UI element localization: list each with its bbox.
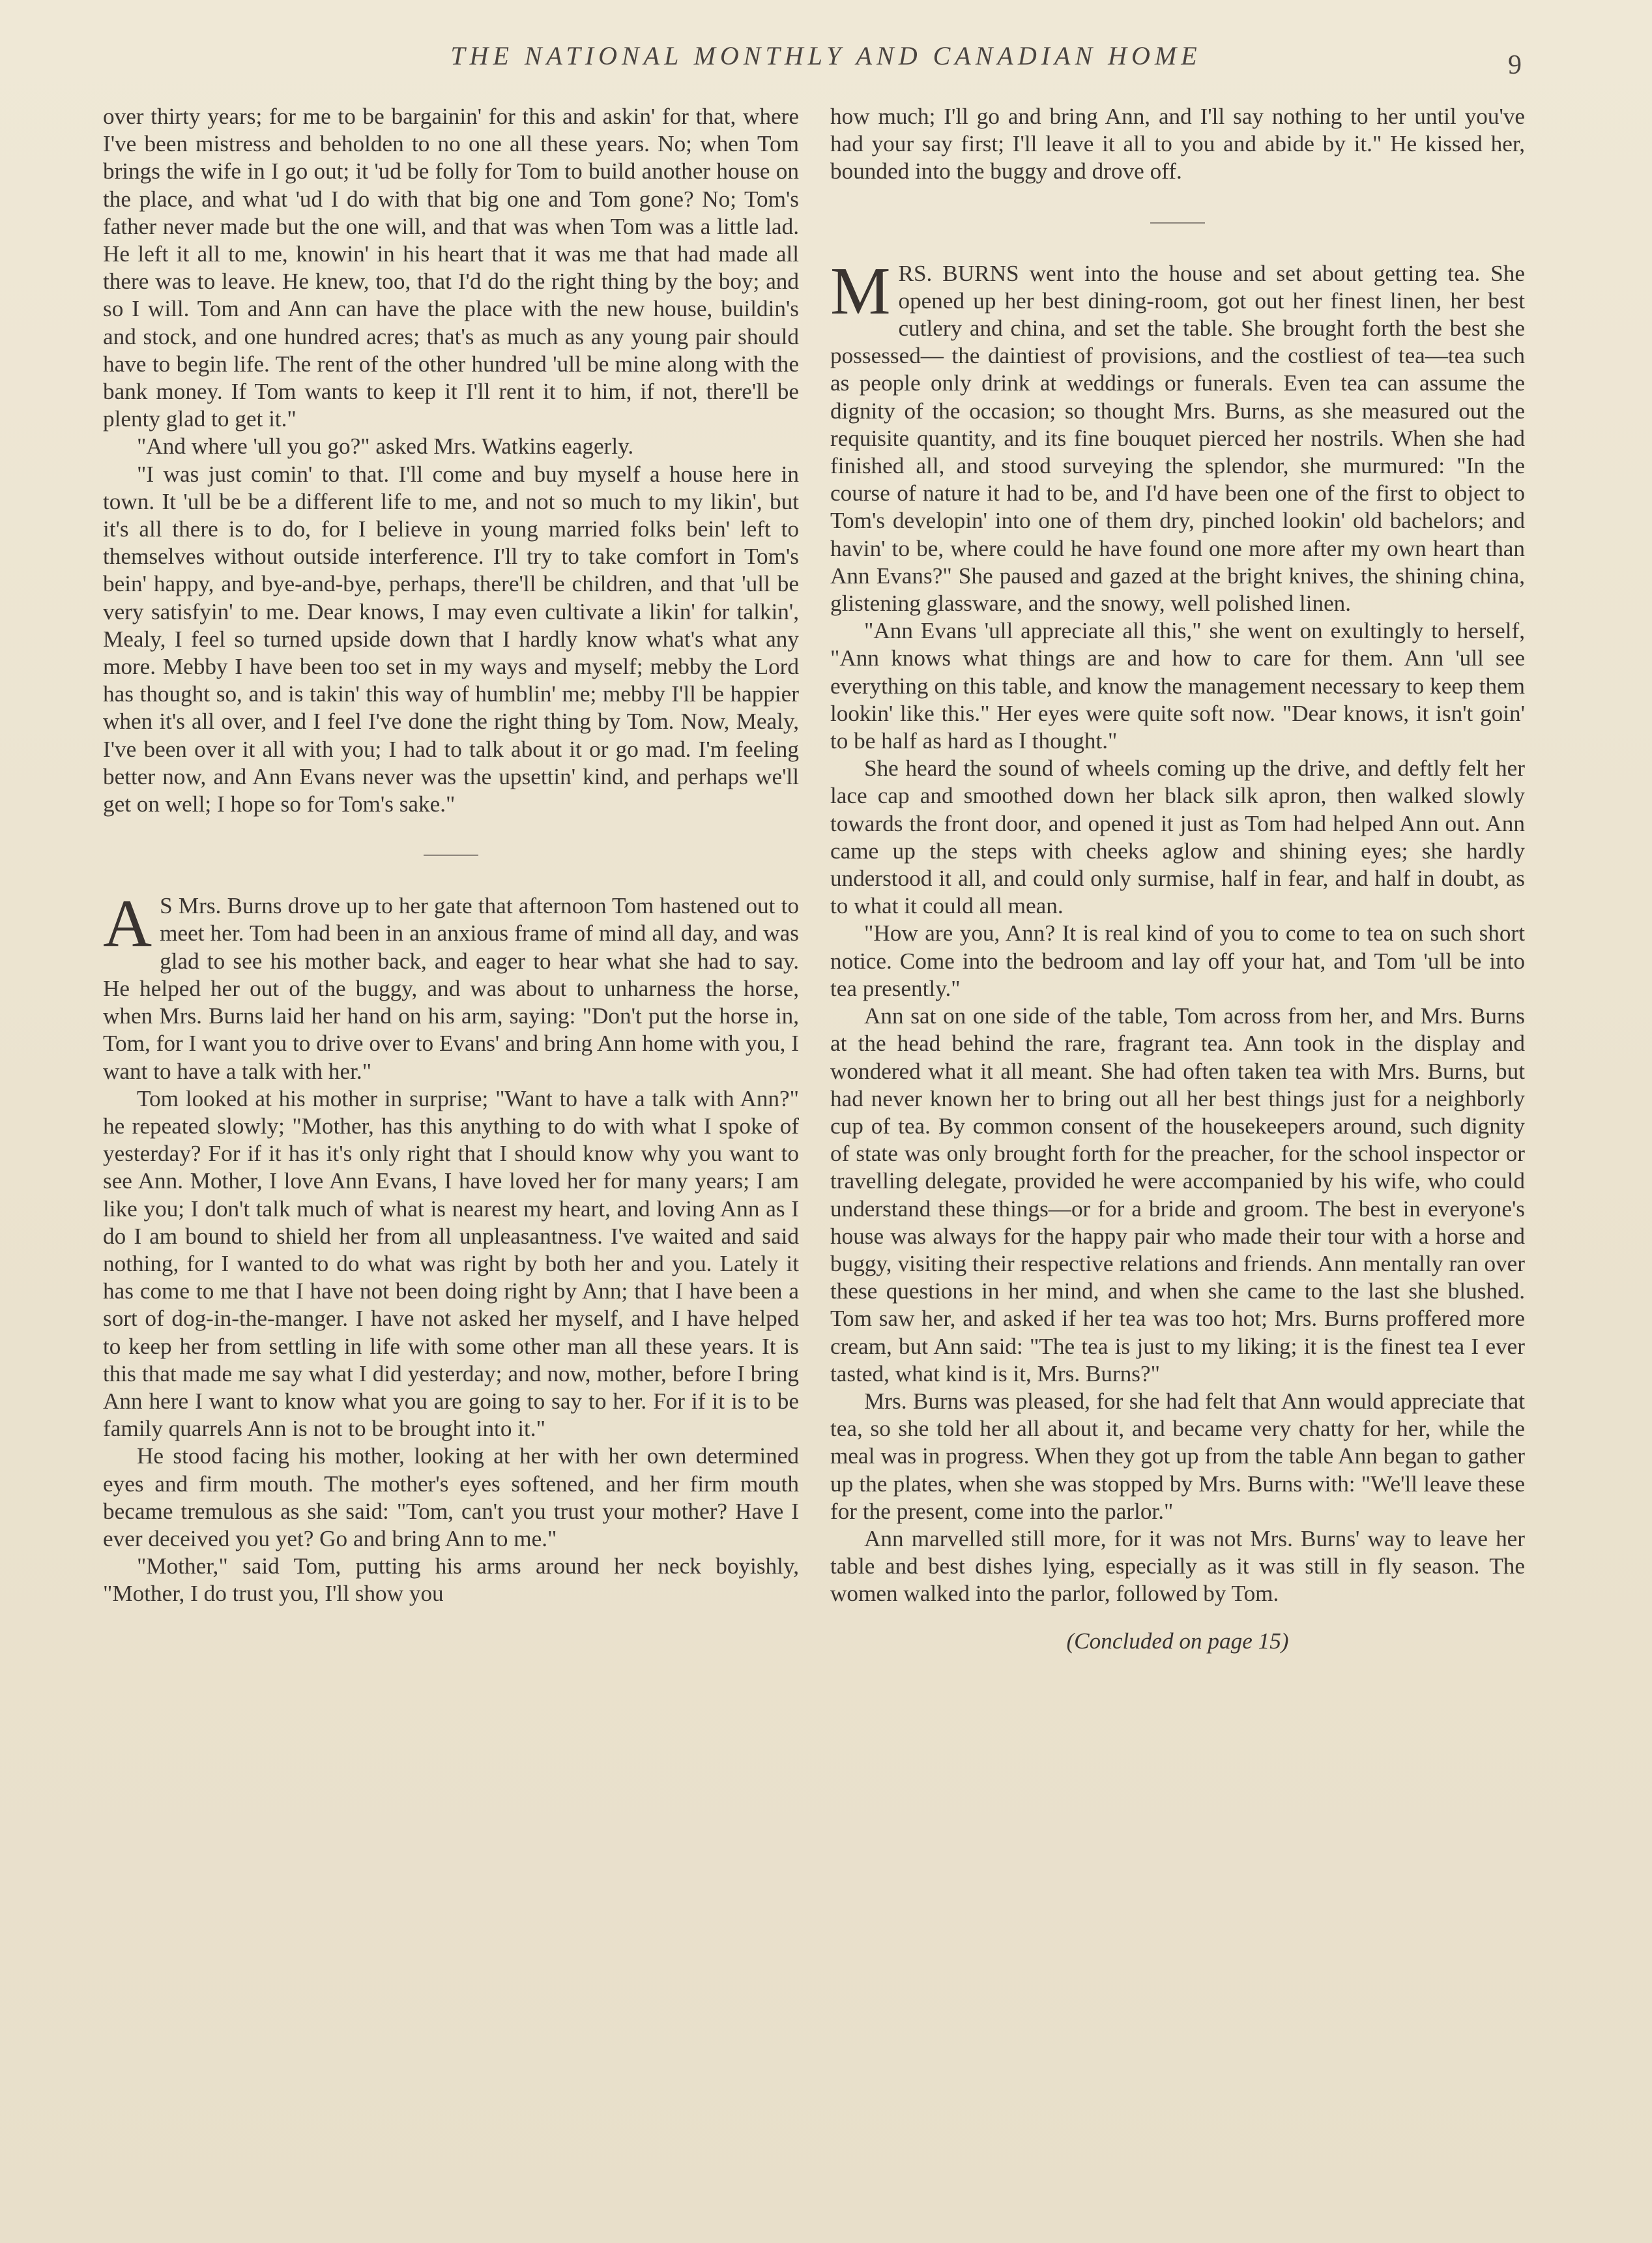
paragraph: Ann marvelled still more, for it was not Mrs. Burns' way to leave her table and best dishes lying, especially as it was still in fly season. The women walked into the parlor, followed by Tom. (830, 1525, 1525, 1607)
paragraph: Ann sat on one side of the table, Tom across from her, and Mrs. Burns at the head behind the rare, fragrant tea. Ann took in the display and wondered what it all meant. She had often taken tea with Mrs. Burns, but had never known her to bring out all her best things just for a neighborly cup of tea. By common consent of the housekeepers around, such dignity of state was only brought forth for the preacher, for the school inspector or travelling delegate, provided he were accompanied by his wife, who could understand these things—or for a bride and groom. The best in everyone's house was always for the happy pair who made their tour with a horse and buggy, visiting their respective relations and friends. Ann mentally ran over these questions in her mind, and when she came to the last she blushed. Tom saw her, and asked if her tea was too hot; Mrs. Burns proffered more cream, but Ann said: "The tea is just to my liking; it is the finest tea I ever tasted, what kind is it, Mrs. Burns?" (830, 1003, 1525, 1386)
paragraph: She heard the sound of wheels coming up the drive, and deftly felt her lace cap and smoothed down her black silk apron, then walked slowly towards the front door, and opened it just as Tom had helped Ann out. Ann came up the steps with cheeks aglow and shining eyes; she hardly understood it all, and could only surmise, half in fear, and half in doubt, as to what it could all mean. (830, 755, 1525, 919)
paragraph: how much; I'll go and bring Ann, and I'll say nothing to her until you've had your say first; I'll leave it all to you and abide by it." He kissed her, bounded into the buggy and drove off. (830, 104, 1525, 184)
continuation-note: (Concluded on page 15) (1066, 1628, 1289, 1654)
section-divider (1150, 222, 1205, 224)
paragraph: "Ann Evans 'ull appreciate all this," she went on exultingly to herself, "Ann knows what things are and how to care for them. Ann 'ull see everything on this table, and know the management necessary to keep them lookin' like this." Her eyes were quite soft now. "Dear knows, it isn't goin' to be half as hard as I thought." (830, 618, 1525, 754)
left-column (103, 103, 799, 1608)
paragraph-text: RS. BURNS went into the house and set about getting tea. She opened up her best dining-room, got out her finest linen, her best cutlery and china, and set the table. She brought forth the best she possessed— the daintiest of provisions, and the costliest of tea—tea such as people only drink at weddings or funerals. Even tea can assume the dignity of the occasion; so thought Mrs. Burns, as she measured out the requisite quantity, and its fine bouquet pierced her nostrils. When she had finished all, and stood surveying the splendor, she murmured: "In the course of nature it had to be, and I'd have been one of the first to object to Tom's developin' into one of them dry, pinched lookin' old bachelors; and havin' to be, where could he have found one more after my own heart than Ann Evans?" She paused and gazed at the bright knives, the shining china, glistening glassware, and the snowy, well polished linen. (830, 260, 1525, 617)
paragraph-text: S Mrs. Burns drove up to her gate that afternoon Tom hastened out to meet her. Tom had been in an anxious frame of mind all day, and was glad to see his mother back, and eager to hear what she had to say. He helped her out of the buggy, and was about to unharness the horse, when Mrs. Burns laid her hand on his arm, saying: "Don't put the horse in, Tom, for I want you to drive over to Evans' and bring Ann home with you, I want to have a talk with her." (103, 893, 799, 1084)
section-divider (424, 855, 478, 856)
paragraph: over thirty years; for me to be bargainin' for this and askin' for that, where I've been mistress and beholden to no one all these years. No; when Tom brings the wife in I go out; it 'ud be folly for Tom to build another house on the place, and what 'ud I do with that big one and Tom gone? No; Tom's father never made but the one will, and that was when Tom was a little lad. He left it all to me, knowin' in his heart that it was me that had made all there was to leave. He knew, too, that I'd do the right thing by the boy; and so I will. Tom and Ann can have the place with the new house, buildin's and stock, and one hundred acres; that's as much as any young pair should have to begin life. The rent of the other hundred 'ull be mine along with the bank money. If Tom wants to keep it I'll rent it to him, if not, there'll be plenty glad to get it." (103, 104, 799, 432)
right-column (830, 103, 1525, 1655)
paragraph: "I was just comin' to that. I'll come and buy myself a house here in town. It 'ull be be a different life to me, and not so much to my likin', but it's all there is to do, for I believe in young married folks bein' left to themselves without outside interference. I'll try to take comfort in Tom's bein' happy, and bye-and-bye, perhaps, there'll be children, and that 'ull be very satisfyin' to me. Dear knows, I may even cultivate a likin' for talkin', Mealy, I feel so turned upside down that I hardly know what's what any more. Mebby I have been too set in my ways and myself; mebby the Lord has thought so, and is takin' this way of humblin' me; mebby I'll be happier when it's all over, and I feel I've done the right thing by Tom. Now, Mealy, I've been over it all with you; I had to talk about it or go mad. I'm feeling better now, and Ann Evans never was the upsettin' kind, and perhaps we'll get on well; I hope so for Tom's sake." (103, 461, 799, 817)
paragraph: Mrs. Burns was pleased, for she had felt that Ann would appreciate that tea, so she told her all about it, and became very chatty for her, while the meal was in progress. When they got up from the table Ann began to gather up the plates, when she was stopped by Mrs. Burns with: "We'll leave these for the present, come into the parlor." (830, 1388, 1525, 1524)
drop-cap: A (103, 886, 152, 961)
paragraph: Tom looked at his mother in surprise; "Want to have a talk with Ann?" he repeated slowly; "Mother, has this anything to do with what I spoke of yesterday? For if it has it's only right that I should know why you want to see Ann. Mother, I love Ann Evans, I have loved her for many years; I am like you; I don't talk much of what is nearest my heart, and loving Ann as I do I am bound to shield her from all unpleasantness. I've waited and said nothing, for I wanted to do what was right by both her and you. Lately it has come to me that I have not been doing right by Ann; that I have been a sort of dog-in-the-manger. I have not asked her myself, and I have helped to keep her from settling in life with some other man all these years. It is this that made me say what I did yesterday; and now, mother, before I bring Ann here I want to know what you are going to say to her. For if it is to be family quarrels Ann is not to be brought into it." (103, 1085, 799, 1442)
paragraph-with-drop-cap (830, 253, 1525, 618)
paragraph: "And where 'ull you go?" asked Mrs. Watkins eagerly. (137, 433, 634, 460)
running-title: THE NATIONAL MONTHLY AND CANADIAN HOME (450, 41, 1202, 70)
drop-cap: M (830, 253, 891, 329)
paragraph-with-drop-cap (103, 886, 799, 1085)
paragraph: "Mother," said Tom, putting his arms around her neck boyishly, "Mother, I do trust you, I'll show you (103, 1553, 799, 1607)
page-number: 9 (1508, 50, 1522, 80)
paragraph: "How are you, Ann? It is real kind of you to come to tea on such short notice. Come into the bedroom and lay off your hat, and Tom 'ull be into tea presently." (830, 920, 1525, 1001)
paragraph: He stood facing his mother, looking at her with her own determined eyes and firm mouth. The mother's eyes softened, and her firm mouth became tremulous as she said: "Tom, can't you trust your mother? Have I ever deceived you yet? Go and bring Ann to me." (103, 1443, 799, 1551)
